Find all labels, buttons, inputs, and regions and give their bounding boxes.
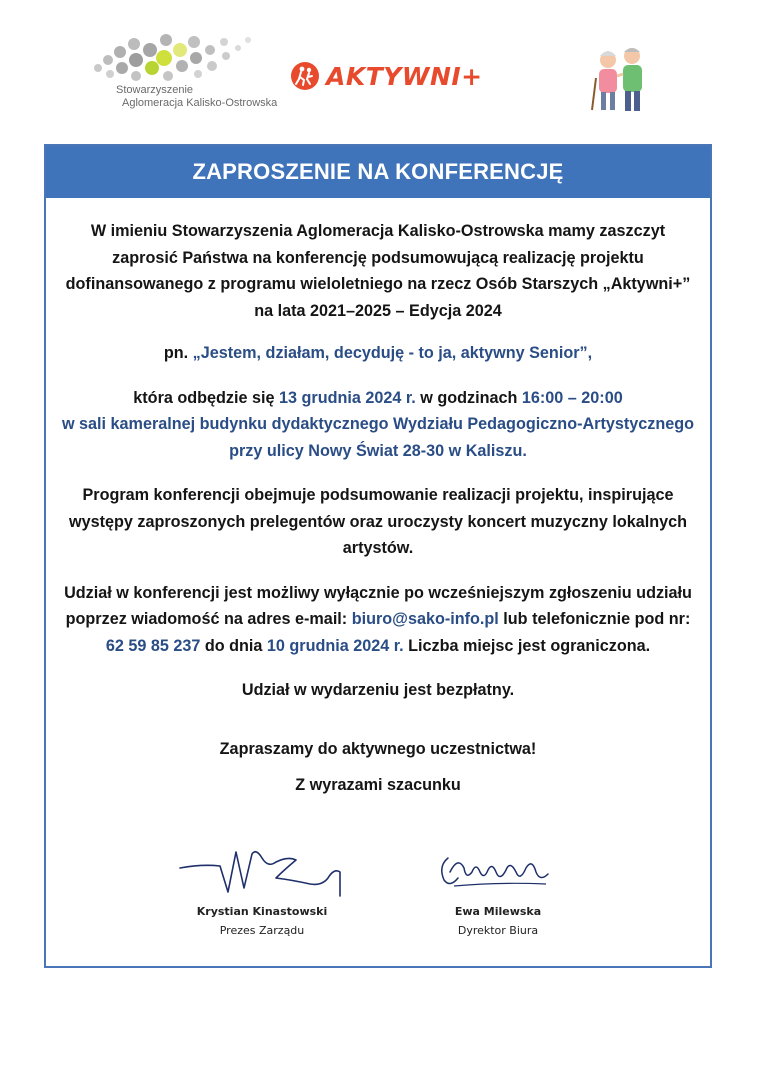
registration-deadline: 10 grudnia 2024 r. <box>266 636 404 655</box>
invitation-body <box>46 198 710 799</box>
registration-text-4: Liczba miejsc jest ograniczona. <box>403 636 651 655</box>
registration-paragraph <box>56 580 700 660</box>
invite-line: Zapraszamy do aktywnego uczestnictwa! <box>219 739 537 758</box>
director-name: Ewa Milewska <box>454 905 542 918</box>
conference-name <box>56 340 700 367</box>
when-middle: w godzinach <box>415 388 522 407</box>
invitation-title-banner: ZAPROSZENIE NA KONFERENCJĘ <box>46 146 710 198</box>
president-role: Prezes Zarządu <box>219 924 305 937</box>
seniors-couple-icon <box>584 30 656 120</box>
registration-text-2: lub telefonicznie pod nr: <box>498 610 691 628</box>
sako-logo <box>88 28 278 120</box>
conference-name-title: „Jestem, działam, decyduję - to ja, aktywny Senior”, <box>192 344 593 362</box>
free-entry-note: Udział w wydarzeniu jest bezpłatny. <box>241 681 515 699</box>
invitation-frame <box>44 144 712 968</box>
aktywni-logo-text: AKTYWNI+ <box>326 61 483 91</box>
handwritten-signature-icon <box>428 838 568 900</box>
sako-logo-line1: Stowarzyszenie <box>116 84 194 96</box>
event-hours: 16:00 – 20:00 <box>521 388 623 407</box>
president-name: Krystian Kinastowski <box>196 905 328 918</box>
registration-text-1: Udział w konferencji jest możliwy wyłącznie po wcześniejszym zgłoszeniu udziału poprzez wiadomość na adres e-mail: <box>64 583 692 628</box>
regards-line: Z wyrazami szacunku <box>295 776 461 794</box>
running-people-icon <box>290 61 320 91</box>
sako-logo-text <box>116 84 277 110</box>
aktywni-logo <box>290 56 483 96</box>
program-paragraph: Program konferencji obejmuje podsumowanie realizacji projektu, inspirujące występy zaproszonych prelegentów oraz uroczysty koncert muzyczny lokalnych artystów. <box>68 486 687 557</box>
intro-paragraph: W imieniu Stowarzyszenia Aglomeracja Kalisko-Ostrowska mamy zaszczyt zaprosić Państwa na konferencję podsumowującą realizację projektu dofinansowanego z programu wieloletniego na rzecz Osób Starszych „Aktywni+” na lata 2021–2025 – Edycja 2024 <box>65 222 691 320</box>
signature-director <box>428 838 568 937</box>
sako-logo-line2: Aglomeracja Kalisko-Ostrowska <box>122 97 278 109</box>
event-venue: w sali kameralnej budynku dydaktycznego Wydziału Pedagogiczno-Artystycznego przy ulicy Nowy Świat 28-30 w Kaliszu. <box>61 415 695 460</box>
event-date: 13 grudnia 2024 r. <box>279 388 416 407</box>
header-logos <box>0 22 763 122</box>
handwritten-signature-icon <box>172 838 352 900</box>
registration-text-3: do dnia <box>200 636 267 655</box>
when-prefix: która odbędzie się <box>133 388 280 407</box>
signature-president <box>172 838 352 937</box>
date-venue-paragraph <box>56 385 700 465</box>
signatures-block <box>166 838 606 948</box>
contact-phone[interactable]: 62 59 85 237 <box>105 636 201 655</box>
conference-name-prefix: pn. <box>163 344 193 362</box>
dots-logo-icon <box>88 28 258 88</box>
contact-email-link[interactable]: biuro@sako-info.pl <box>351 610 499 628</box>
director-role: Dyrektor Biura <box>457 924 539 937</box>
